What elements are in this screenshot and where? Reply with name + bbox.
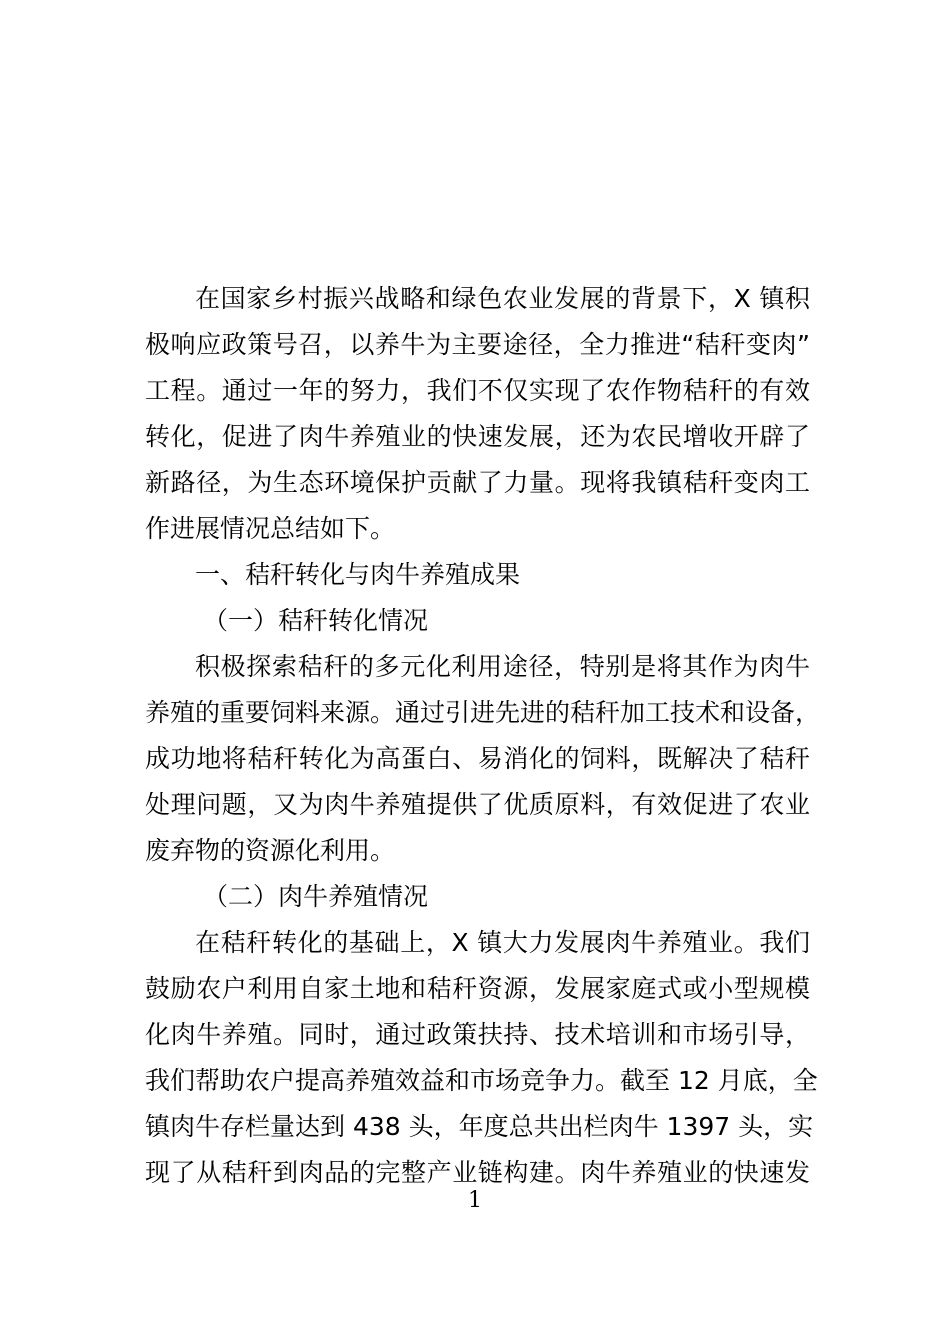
paragraph-line: 转化，促进了肉牛养殖业的快速发展，还为农民增收开辟了 — [145, 422, 810, 451]
section-heading: 一、秸秆转化与肉牛养殖成果 — [195, 560, 521, 589]
paragraph-line: 养殖的重要饲料来源。通过引进先进的秸秆加工技术和设备， — [145, 698, 821, 727]
subsection-heading: （二）肉牛养殖情况 — [203, 882, 429, 911]
paragraph-line: 积极探索秸秆的多元化利用途径，特别是将其作为肉牛 — [195, 652, 810, 681]
paragraph-line: 在国家乡村振兴战略和绿色农业发展的背景下，X 镇积 — [195, 284, 810, 313]
paragraph-line: 废弃物的资源化利用。 — [145, 836, 396, 865]
subsection-heading: （一）秸秆转化情况 — [203, 606, 429, 635]
paragraph-line: 极响应政策号召，以养牛为主要途径，全力推进“秸秆变肉” — [145, 330, 810, 359]
paragraph-line: 鼓励农户利用自家土地和秸秆资源，发展家庭式或小型规模 — [145, 974, 810, 1003]
paragraph-line: 我们帮助农户提高养殖效益和市场竞争力。截至 12 月底，全 — [145, 1066, 818, 1095]
paragraph-line: 工程。通过一年的努力，我们不仅实现了农作物秸秆的有效 — [145, 376, 810, 405]
paragraph-line: 处理问题，又为肉牛养殖提供了优质原料，有效促进了农业 — [145, 790, 810, 819]
page-number: 1 — [468, 1188, 482, 1213]
paragraph-line: 镇肉牛存栏量达到 438 头，年度总共出栏肉牛 1397 头，实 — [145, 1112, 814, 1141]
paragraph-line: 现了从秸秆到肉品的完整产业链构建。肉牛养殖业的快速发 — [145, 1158, 810, 1187]
document-body — [145, 276, 821, 1196]
paragraph-line: 作进展情况总结如下。 — [145, 514, 396, 543]
paragraph-line: 成功地将秸秆转化为高蛋白、易消化的饲料，既解决了秸秆 — [145, 744, 810, 773]
paragraph-line: 在秸秆转化的基础上，X 镇大力发展肉牛养殖业。我们 — [195, 928, 810, 957]
paragraph-line: 化肉牛养殖。同时，通过政策扶持、技术培训和市场引导， — [145, 1020, 810, 1049]
paragraph-line: 新路径，为生态环境保护贡献了力量。现将我镇秸秆变肉工 — [145, 468, 810, 497]
